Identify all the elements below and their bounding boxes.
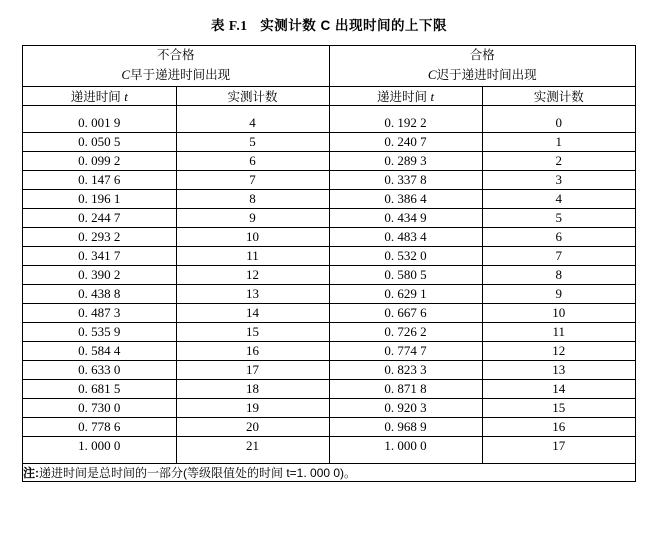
- table-column-header-row: [23, 86, 635, 105]
- cell-progressive-time-1: 0. 487 3: [23, 303, 176, 322]
- cell-measured-count-1: 14: [176, 303, 329, 322]
- column-header-label: 实测计数: [533, 89, 584, 104]
- table-row: [23, 417, 635, 436]
- cell-progressive-time-2: 0. 337 8: [329, 170, 482, 189]
- cell-measured-count-1: 21: [176, 436, 329, 463]
- cell-progressive-time-2: 0. 483 4: [329, 227, 482, 246]
- cell-measured-count-2: 11: [482, 322, 635, 341]
- column-header-measured-count-2: [482, 86, 635, 105]
- group-subtitle-text: 迟于递进时间出现: [436, 68, 537, 83]
- group-subtitle-symbol: C: [427, 67, 437, 83]
- cell-measured-count-1: 5: [176, 132, 329, 151]
- cell-progressive-time-2: 0. 192 2: [329, 105, 482, 132]
- cell-measured-count-1: 20: [176, 417, 329, 436]
- table-row: [23, 227, 635, 246]
- table-row: [23, 208, 635, 227]
- group-header-nonconforming: [23, 46, 329, 86]
- cell-measured-count-1: 16: [176, 341, 329, 360]
- cell-measured-count-2: 14: [482, 379, 635, 398]
- cell-progressive-time-2: 0. 240 7: [329, 132, 482, 151]
- column-header-label: 递进时间: [376, 89, 427, 104]
- cell-progressive-time-2: 0. 532 0: [329, 246, 482, 265]
- cell-progressive-time-2: 0. 629 1: [329, 284, 482, 303]
- table-row: [23, 436, 635, 463]
- column-header-label: 递进时间: [70, 89, 121, 104]
- cell-progressive-time-1: 0. 050 5: [23, 132, 176, 151]
- cell-measured-count-1: 7: [176, 170, 329, 189]
- table-note-text: 递进时间是总时间的一部分(等级限值处的时间 t=1. 000 0)。: [39, 465, 357, 480]
- cell-progressive-time-1: 0. 438 8: [23, 284, 176, 303]
- cell-measured-count-2: 12: [482, 341, 635, 360]
- cell-progressive-time-1: 0. 001 9: [23, 105, 176, 132]
- data-table: [23, 46, 635, 481]
- column-header-symbol: t: [430, 88, 435, 104]
- cell-progressive-time-2: 0. 920 3: [329, 398, 482, 417]
- group-subtitle-symbol: C: [121, 67, 131, 83]
- group-header-conforming: [329, 46, 635, 86]
- table-row: [23, 265, 635, 284]
- cell-measured-count-1: 11: [176, 246, 329, 265]
- cell-progressive-time-1: 0. 633 0: [23, 360, 176, 379]
- cell-measured-count-2: 4: [482, 189, 635, 208]
- table-row: [23, 398, 635, 417]
- cell-progressive-time-2: 0. 774 7: [329, 341, 482, 360]
- cell-progressive-time-1: 0. 293 2: [23, 227, 176, 246]
- cell-progressive-time-2: 0. 580 5: [329, 265, 482, 284]
- cell-measured-count-2: 13: [482, 360, 635, 379]
- table-caption-label: 表 F.1: [210, 18, 248, 33]
- cell-progressive-time-1: 1. 000 0: [23, 436, 176, 463]
- group-subtitle: [330, 65, 636, 85]
- cell-measured-count-1: 17: [176, 360, 329, 379]
- cell-progressive-time-1: 0. 681 5: [23, 379, 176, 398]
- cell-measured-count-2: 6: [482, 227, 635, 246]
- cell-measured-count-2: 17: [482, 436, 635, 463]
- table-row: [23, 360, 635, 379]
- cell-measured-count-2: 5: [482, 208, 635, 227]
- cell-progressive-time-1: 0. 099 2: [23, 151, 176, 170]
- table-container: [22, 45, 636, 482]
- cell-measured-count-1: 8: [176, 189, 329, 208]
- cell-measured-count-1: 12: [176, 265, 329, 284]
- column-header-progressive-time-1: [23, 86, 176, 105]
- cell-progressive-time-2: 0. 823 3: [329, 360, 482, 379]
- cell-measured-count-1: 13: [176, 284, 329, 303]
- cell-progressive-time-2: 0. 289 3: [329, 151, 482, 170]
- cell-measured-count-2: 7: [482, 246, 635, 265]
- cell-progressive-time-2: 0. 667 6: [329, 303, 482, 322]
- cell-progressive-time-1: 0. 244 7: [23, 208, 176, 227]
- table-group-header-row: [23, 46, 635, 86]
- table-row: [23, 322, 635, 341]
- cell-measured-count-2: 16: [482, 417, 635, 436]
- cell-progressive-time-1: 0. 147 6: [23, 170, 176, 189]
- table-row: [23, 170, 635, 189]
- table-row: [23, 379, 635, 398]
- cell-measured-count-1: 15: [176, 322, 329, 341]
- cell-measured-count-1: 18: [176, 379, 329, 398]
- cell-measured-count-2: 3: [482, 170, 635, 189]
- cell-measured-count-1: 10: [176, 227, 329, 246]
- table-note-label: 注:: [23, 465, 39, 480]
- table-caption-title: 实测计数 C 出现时间的上下限: [260, 18, 448, 33]
- cell-progressive-time-2: 0. 726 2: [329, 322, 482, 341]
- cell-progressive-time-2: 0. 871 8: [329, 379, 482, 398]
- table-row: [23, 189, 635, 208]
- table-row: [23, 284, 635, 303]
- column-header-measured-count-1: [176, 86, 329, 105]
- cell-measured-count-1: 19: [176, 398, 329, 417]
- cell-progressive-time-2: 0. 968 9: [329, 417, 482, 436]
- group-subtitle-text: 早于递进时间出现: [130, 68, 231, 83]
- table-row: [23, 303, 635, 322]
- cell-progressive-time-2: 1. 000 0: [329, 436, 482, 463]
- table-row: [23, 105, 635, 132]
- table-note: [23, 463, 635, 481]
- cell-progressive-time-2: 0. 434 9: [329, 208, 482, 227]
- cell-progressive-time-1: 0. 730 0: [23, 398, 176, 417]
- cell-progressive-time-1: 0. 778 6: [23, 417, 176, 436]
- table-row: [23, 132, 635, 151]
- table-row: [23, 341, 635, 360]
- column-header-progressive-time-2: [329, 86, 482, 105]
- cell-progressive-time-1: 0. 390 2: [23, 265, 176, 284]
- cell-measured-count-2: 15: [482, 398, 635, 417]
- table-note-row: [23, 463, 635, 481]
- cell-progressive-time-1: 0. 535 9: [23, 322, 176, 341]
- cell-progressive-time-1: 0. 196 1: [23, 189, 176, 208]
- column-header-label: 实测计数: [227, 89, 278, 104]
- cell-measured-count-2: 9: [482, 284, 635, 303]
- group-title: 合格: [469, 48, 495, 62]
- column-header-symbol: t: [124, 88, 128, 104]
- cell-progressive-time-1: 0. 341 7: [23, 246, 176, 265]
- cell-measured-count-1: 9: [176, 208, 329, 227]
- cell-measured-count-2: 1: [482, 132, 635, 151]
- cell-measured-count-2: 8: [482, 265, 635, 284]
- cell-measured-count-1: 4: [176, 105, 329, 132]
- table-row: [23, 151, 635, 170]
- cell-measured-count-2: 2: [482, 151, 635, 170]
- cell-progressive-time-2: 0. 386 4: [329, 189, 482, 208]
- table-caption: [0, 0, 658, 45]
- table-row: [23, 246, 635, 265]
- group-subtitle: [23, 65, 329, 85]
- cell-progressive-time-1: 0. 584 4: [23, 341, 176, 360]
- cell-measured-count-2: 0: [482, 105, 635, 132]
- group-title: 不合格: [156, 48, 195, 62]
- cell-measured-count-1: 6: [176, 151, 329, 170]
- cell-measured-count-2: 10: [482, 303, 635, 322]
